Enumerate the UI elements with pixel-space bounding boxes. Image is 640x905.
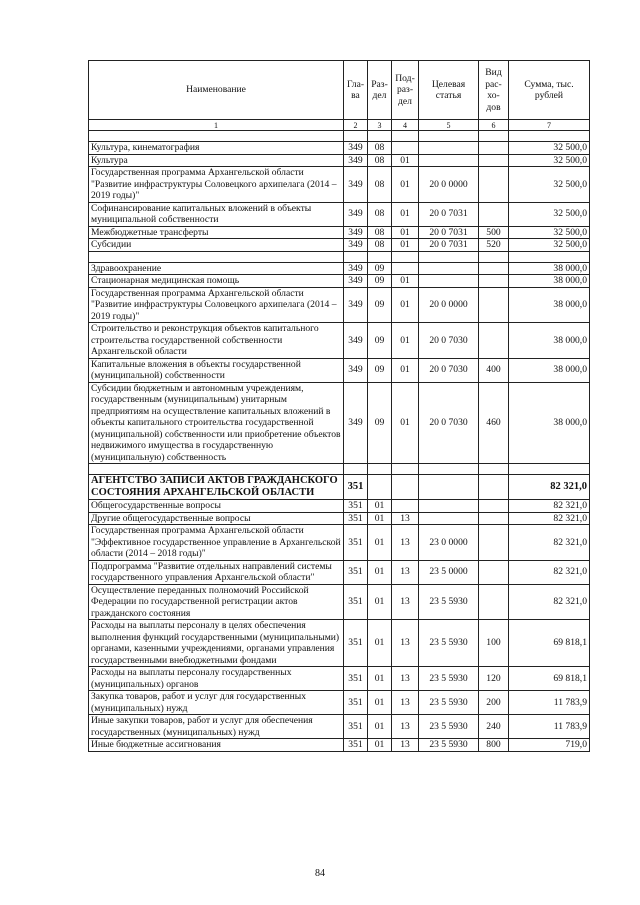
- cell-target-article: [419, 154, 479, 167]
- empty-cell: [392, 464, 419, 475]
- cell-target-article: 23 5 5930: [419, 691, 479, 715]
- empty-cell: [509, 131, 590, 142]
- cell-subsection: 13: [392, 560, 419, 584]
- empty-cell: [509, 464, 590, 475]
- cell-section: 08: [368, 154, 392, 167]
- empty-cell: [89, 131, 344, 142]
- col-header-name: Наименование: [89, 61, 344, 120]
- cell-section: 09: [368, 382, 392, 464]
- cell-amount: 82 321,0: [509, 584, 590, 620]
- cell-section: 08: [368, 167, 392, 203]
- empty-cell: [419, 251, 479, 262]
- cell-amount: 11 783,9: [509, 715, 590, 739]
- cell-target-article: 23 5 5930: [419, 584, 479, 620]
- cell-name: Осуществление переданных полномочий Российской Федерации по государственной регистрации актов гражданского состояния: [89, 584, 344, 620]
- table-row: [89, 512, 590, 525]
- cell-amount: 32 500,0: [509, 202, 590, 226]
- cell-subsection: 13: [392, 739, 419, 752]
- cell-section: 01: [368, 512, 392, 525]
- column-number-row: [89, 120, 590, 131]
- table-row: [89, 142, 590, 155]
- cell-name: Иные закупки товаров, работ и услуг для обеспечения государственных (муниципальных) нужд: [89, 715, 344, 739]
- table-row: [89, 584, 590, 620]
- cell-amount: 32 500,0: [509, 167, 590, 203]
- spacer-row: [89, 251, 590, 262]
- col-header-section: Раз-дел: [368, 61, 392, 120]
- cell-subsection: 01: [392, 154, 419, 167]
- table-row: [89, 560, 590, 584]
- cell-target-article: [419, 142, 479, 155]
- cell-chapter: 351: [344, 667, 368, 691]
- cell-name: Капитальные вложения в объекты государственной (муниципальной) собственности: [89, 358, 344, 382]
- cell-chapter: 349: [344, 154, 368, 167]
- cell-expense-type: 520: [479, 239, 509, 252]
- cell-section: 09: [368, 358, 392, 382]
- cell-amount: 82 321,0: [509, 560, 590, 584]
- cell-chapter: 349: [344, 323, 368, 359]
- cell-chapter: 349: [344, 202, 368, 226]
- cell-subsection: 13: [392, 584, 419, 620]
- cell-name: Государственная программа Архангельской области "Развитие инфраструктуры Соловецкого архипелага (2014 – 2019 годы)": [89, 287, 344, 323]
- cell-expense-type: [479, 167, 509, 203]
- table-row: [89, 239, 590, 252]
- cell-amount: 38 000,0: [509, 287, 590, 323]
- cell-subsection: [392, 475, 419, 500]
- cell-expense-type: 200: [479, 691, 509, 715]
- table-row: [89, 226, 590, 239]
- table-row: [89, 739, 590, 752]
- cell-amount: 69 818,1: [509, 667, 590, 691]
- empty-cell: [419, 464, 479, 475]
- cell-name: Стационарная медицинская помощь: [89, 275, 344, 288]
- table-header-row: [89, 61, 590, 120]
- cell-section: 01: [368, 525, 392, 561]
- cell-target-article: 23 0 0000: [419, 525, 479, 561]
- cell-section: 01: [368, 620, 392, 667]
- cell-expense-type: 240: [479, 715, 509, 739]
- empty-cell: [479, 251, 509, 262]
- cell-subsection: [392, 262, 419, 275]
- cell-target-article: 20 0 0000: [419, 287, 479, 323]
- column-number: 6: [479, 120, 509, 131]
- cell-expense-type: [479, 584, 509, 620]
- cell-expense-type: 800: [479, 739, 509, 752]
- cell-amount: 38 000,0: [509, 358, 590, 382]
- cell-chapter: 351: [344, 739, 368, 752]
- cell-section: 08: [368, 202, 392, 226]
- cell-target-article: 20 0 7031: [419, 226, 479, 239]
- empty-cell: [419, 131, 479, 142]
- table-row: [89, 525, 590, 561]
- cell-chapter: 349: [344, 358, 368, 382]
- spacer-row: [89, 131, 590, 142]
- table-row: [89, 691, 590, 715]
- table-body: [89, 131, 590, 752]
- cell-expense-type: [479, 560, 509, 584]
- cell-section: 09: [368, 275, 392, 288]
- cell-amount: 719,0: [509, 739, 590, 752]
- cell-amount: 38 000,0: [509, 323, 590, 359]
- empty-cell: [344, 464, 368, 475]
- agency-row: [89, 475, 590, 500]
- empty-cell: [368, 251, 392, 262]
- cell-target-article: [419, 500, 479, 513]
- cell-expense-type: [479, 202, 509, 226]
- cell-section: 01: [368, 715, 392, 739]
- table-row: [89, 500, 590, 513]
- cell-section: 01: [368, 584, 392, 620]
- cell-expense-type: 120: [479, 667, 509, 691]
- col-header-expense-type: Вид рас-хо-дов: [479, 61, 509, 120]
- cell-chapter: 351: [344, 525, 368, 561]
- cell-chapter: 349: [344, 382, 368, 464]
- empty-cell: [89, 464, 344, 475]
- cell-name: Расходы на выплаты персоналу в целях обеспечения выполнения функций государственными (муниципальными) органами, казенными учреждениями, органами управления государственными внебюджетными фондами: [89, 620, 344, 667]
- cell-subsection: [392, 500, 419, 513]
- empty-cell: [368, 131, 392, 142]
- empty-cell: [509, 251, 590, 262]
- cell-name: Государственная программа Архангельской области "Эффективное государственное управление в Архангельской области (2014 – 2018 годы)": [89, 525, 344, 561]
- cell-name: Подпрограмма "Развитие отдельных направлений системы государственного управления Архангельской области": [89, 560, 344, 584]
- cell-subsection: 13: [392, 525, 419, 561]
- cell-expense-type: 460: [479, 382, 509, 464]
- cell-amount: 32 500,0: [509, 142, 590, 155]
- column-number: 1: [89, 120, 344, 131]
- empty-cell: [344, 251, 368, 262]
- table-row: [89, 262, 590, 275]
- cell-subsection: 01: [392, 275, 419, 288]
- cell-target-article: 23 5 5930: [419, 667, 479, 691]
- table-row: [89, 287, 590, 323]
- cell-amount: 32 500,0: [509, 239, 590, 252]
- cell-chapter: 351: [344, 560, 368, 584]
- cell-subsection: 01: [392, 358, 419, 382]
- cell-section: 01: [368, 500, 392, 513]
- cell-name: Иные бюджетные ассигнования: [89, 739, 344, 752]
- table-row: [89, 620, 590, 667]
- cell-subsection: 01: [392, 202, 419, 226]
- cell-subsection: 13: [392, 691, 419, 715]
- cell-target-article: [419, 275, 479, 288]
- cell-section: 09: [368, 287, 392, 323]
- cell-amount: 82 321,0: [509, 512, 590, 525]
- cell-subsection: 01: [392, 239, 419, 252]
- cell-expense-type: [479, 262, 509, 275]
- cell-subsection: 13: [392, 715, 419, 739]
- cell-target-article: [419, 512, 479, 525]
- cell-target-article: 20 0 7030: [419, 382, 479, 464]
- cell-name: Софинансирование капитальных вложений в объекты муниципальной собственности: [89, 202, 344, 226]
- cell-subsection: [392, 142, 419, 155]
- empty-cell: [392, 251, 419, 262]
- cell-chapter: 349: [344, 239, 368, 252]
- cell-expense-type: [479, 512, 509, 525]
- page-number: 84: [315, 868, 325, 879]
- cell-chapter: 351: [344, 512, 368, 525]
- cell-expense-type: [479, 323, 509, 359]
- cell-subsection: 13: [392, 512, 419, 525]
- empty-cell: [479, 131, 509, 142]
- cell-amount: 69 818,1: [509, 620, 590, 667]
- col-header-chapter: Гла-ва: [344, 61, 368, 120]
- cell-amount: 32 500,0: [509, 154, 590, 167]
- cell-expense-type: [479, 275, 509, 288]
- cell-section: 01: [368, 691, 392, 715]
- cell-subsection: 13: [392, 667, 419, 691]
- cell-target-article: 23 5 5930: [419, 739, 479, 752]
- cell-target-article: 20 0 7031: [419, 202, 479, 226]
- cell-chapter: 351: [344, 475, 368, 500]
- cell-target-article: 20 0 7031: [419, 239, 479, 252]
- cell-name: Здравоохранение: [89, 262, 344, 275]
- empty-cell: [392, 131, 419, 142]
- column-number: 5: [419, 120, 479, 131]
- cell-section: 09: [368, 323, 392, 359]
- cell-subsection: 01: [392, 226, 419, 239]
- cell-name: Другие общегосударственные вопросы: [89, 512, 344, 525]
- cell-expense-type: [479, 287, 509, 323]
- cell-expense-type: [479, 525, 509, 561]
- table-row: [89, 154, 590, 167]
- cell-name: Межбюджетные трансферты: [89, 226, 344, 239]
- table-row: [89, 275, 590, 288]
- cell-target-article: 23 5 5930: [419, 620, 479, 667]
- cell-name: Культура, кинематография: [89, 142, 344, 155]
- cell-section: 08: [368, 226, 392, 239]
- cell-chapter: 351: [344, 691, 368, 715]
- cell-chapter: 349: [344, 275, 368, 288]
- cell-name: Закупка товаров, работ и услуг для государственных (муниципальных) нужд: [89, 691, 344, 715]
- table-row: [89, 667, 590, 691]
- cell-section: [368, 475, 392, 500]
- cell-section: 01: [368, 667, 392, 691]
- column-number: 7: [509, 120, 590, 131]
- column-number: 2: [344, 120, 368, 131]
- cell-amount: 11 783,9: [509, 691, 590, 715]
- cell-chapter: 349: [344, 167, 368, 203]
- cell-subsection: 01: [392, 287, 419, 323]
- cell-expense-type: [479, 500, 509, 513]
- cell-expense-type: 100: [479, 620, 509, 667]
- cell-section: 08: [368, 142, 392, 155]
- cell-section: 08: [368, 239, 392, 252]
- cell-subsection: 13: [392, 620, 419, 667]
- cell-section: 01: [368, 560, 392, 584]
- cell-name: Расходы на выплаты персоналу государственных (муниципальных) органов: [89, 667, 344, 691]
- cell-expense-type: [479, 475, 509, 500]
- cell-chapter: 351: [344, 715, 368, 739]
- cell-name: Общегосударственные вопросы: [89, 500, 344, 513]
- cell-expense-type: 400: [479, 358, 509, 382]
- table-row: [89, 202, 590, 226]
- column-number: 3: [368, 120, 392, 131]
- table-row: [89, 715, 590, 739]
- column-number: 4: [392, 120, 419, 131]
- cell-subsection: 01: [392, 167, 419, 203]
- cell-subsection: 01: [392, 382, 419, 464]
- col-header-amount: Сумма, тыс. рублей: [509, 61, 590, 120]
- cell-chapter: 351: [344, 584, 368, 620]
- cell-name: Культура: [89, 154, 344, 167]
- cell-expense-type: [479, 154, 509, 167]
- cell-amount: 38 000,0: [509, 382, 590, 464]
- table-row: [89, 323, 590, 359]
- cell-chapter: 351: [344, 620, 368, 667]
- cell-subsection: 01: [392, 323, 419, 359]
- cell-target-article: 23 5 5930: [419, 715, 479, 739]
- budget-table: [88, 60, 590, 752]
- cell-amount: 38 000,0: [509, 275, 590, 288]
- cell-amount: 82 321,0: [509, 500, 590, 513]
- cell-section: 09: [368, 262, 392, 275]
- cell-chapter: 349: [344, 142, 368, 155]
- cell-name: Субсидии: [89, 239, 344, 252]
- cell-amount: 82 321,0: [509, 475, 590, 500]
- table-row: [89, 382, 590, 464]
- cell-amount: 82 321,0: [509, 525, 590, 561]
- cell-expense-type: 500: [479, 226, 509, 239]
- empty-cell: [344, 131, 368, 142]
- table-row: [89, 167, 590, 203]
- cell-target-article: 23 5 0000: [419, 560, 479, 584]
- col-header-target-article: Целевая статья: [419, 61, 479, 120]
- cell-chapter: 351: [344, 500, 368, 513]
- cell-name: Строительство и реконструкция объектов капитального строительства государственной собственности Архангельской области: [89, 323, 344, 359]
- cell-target-article: [419, 262, 479, 275]
- empty-cell: [368, 464, 392, 475]
- cell-chapter: 349: [344, 226, 368, 239]
- table-row: [89, 358, 590, 382]
- cell-section: 01: [368, 739, 392, 752]
- cell-chapter: 349: [344, 287, 368, 323]
- cell-target-article: [419, 475, 479, 500]
- cell-expense-type: [479, 142, 509, 155]
- cell-amount: 38 000,0: [509, 262, 590, 275]
- cell-target-article: 20 0 7030: [419, 323, 479, 359]
- cell-amount: 32 500,0: [509, 226, 590, 239]
- cell-name: АГЕНТСТВО ЗАПИСИ АКТОВ ГРАЖДАНСКОГО СОСТОЯНИЯ АРХАНГЕЛЬСКОЙ ОБЛАСТИ: [89, 475, 344, 500]
- empty-cell: [89, 251, 344, 262]
- cell-chapter: 349: [344, 262, 368, 275]
- spacer-row: [89, 464, 590, 475]
- col-header-subsection: Под-раз-дел: [392, 61, 419, 120]
- cell-name: Субсидии бюджетным и автономным учреждениям, государственным (муниципальным) унитарным предприятиям на осуществление капитальных вложений в объекты капитального строительства государственной (муниципальной) собственности или приобретение объектов недвижимого имущества в государственную (муниципальную) собственность: [89, 382, 344, 464]
- cell-name: Государственная программа Архангельской области "Развитие инфраструктуры Соловецкого архипелага (2014 – 2019 годы)": [89, 167, 344, 203]
- empty-cell: [479, 464, 509, 475]
- cell-target-article: 20 0 7030: [419, 358, 479, 382]
- cell-target-article: 20 0 0000: [419, 167, 479, 203]
